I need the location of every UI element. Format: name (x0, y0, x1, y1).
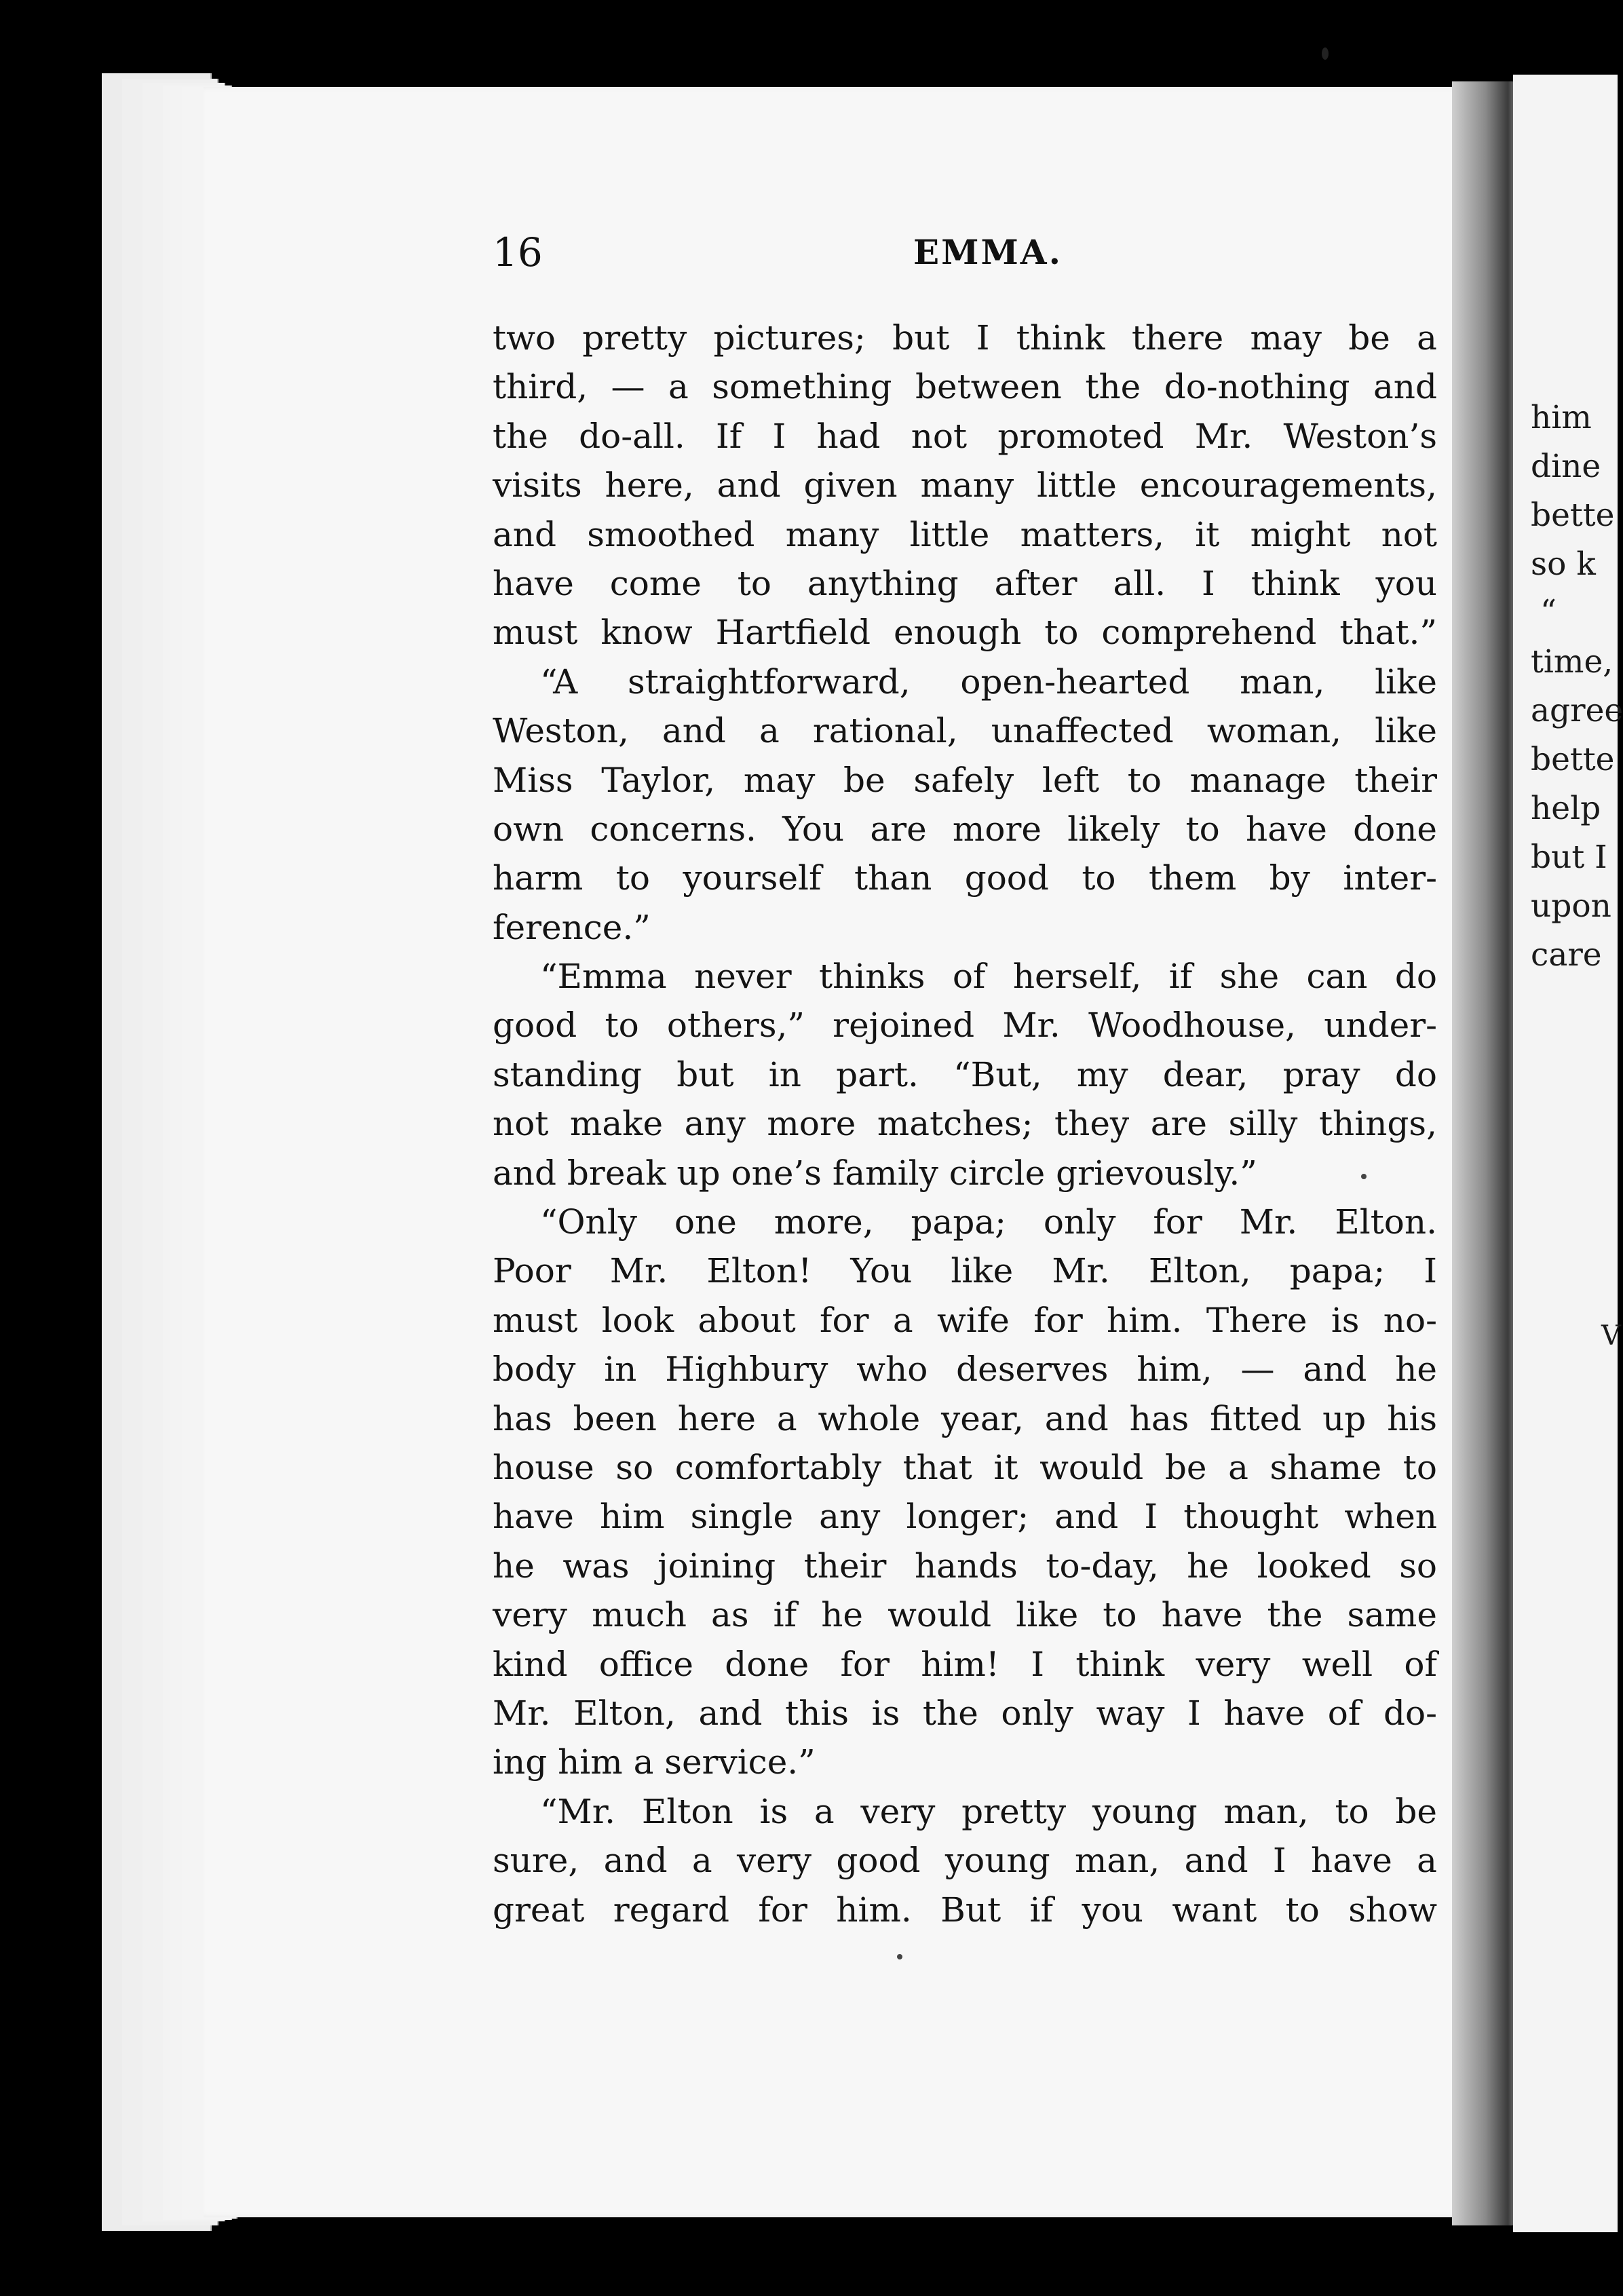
running-title: EMMA. (913, 232, 1063, 272)
text-line: ference.” (493, 907, 651, 947)
text-line: “Only one more, papa; only for Mr. Elton. (540, 1202, 1437, 1242)
text-line: have him single any longer; and I thought when (493, 1497, 1437, 1537)
text-line: he was joining their hands to-day, he looked so (493, 1546, 1437, 1586)
body-text (493, 313, 1437, 1934)
facing-line: him (1531, 399, 1592, 436)
text-line: two pretty pictures; but I think there may be a (493, 318, 1437, 358)
text-line: very much as if he would like to have the same (493, 1595, 1437, 1635)
text-line: good to others,” rejoined Mr. Woodhouse, under- (493, 1006, 1437, 1046)
text-line: body in Highbury who deserves him, — and he (493, 1350, 1437, 1390)
text-line: “Emma never thinks of herself, if she can do (540, 957, 1437, 997)
text-line: sure, and a very good young man, and I have a (493, 1841, 1437, 1881)
facing-line: V (1601, 1320, 1621, 1352)
facing-line: care (1531, 936, 1602, 974)
text-line: kind office done for him! I think very well of (493, 1644, 1437, 1684)
facing-page (1513, 75, 1623, 2232)
facing-line: bette (1531, 741, 1615, 778)
text-line: Miss Taylor, may be safely left to manage their (493, 760, 1437, 800)
text-line: not make any more matches; they are silly things, (493, 1104, 1437, 1144)
facing-line: bette (1531, 497, 1615, 534)
scan-speck (1361, 1174, 1367, 1179)
text-line: and smoothed many little matters, it might not (493, 514, 1437, 554)
text-line: Poor Mr. Elton! You like Mr. Elton, papa; I (493, 1251, 1437, 1291)
text-line: the do-all. If I had not promoted Mr. Weston’s (493, 416, 1437, 456)
facing-line: “ (1540, 593, 1557, 630)
text-line: Mr. Elton, and this is the only way I have of do- (493, 1693, 1437, 1733)
text-line: own concerns. You are more likely to have done (493, 809, 1437, 849)
facing-line: agree (1531, 692, 1623, 729)
text-line: harm to yourself than good to them by inter- (493, 858, 1437, 898)
text-line: have come to anything after all. I think you (493, 563, 1437, 603)
text-line: house so comfortably that it would be a shame to (493, 1447, 1437, 1487)
scan-speck (1322, 47, 1329, 60)
text-line: standing but in part. “But, my dear, pray do (493, 1054, 1437, 1094)
text-line: “A straightforward, open-hearted man, like (540, 662, 1437, 702)
facing-line: dine (1531, 448, 1601, 485)
text-line: Weston, and a rational, unaffected woman, like (493, 711, 1437, 751)
text-line: must know Hartfield enough to comprehend that.” (493, 613, 1437, 653)
text-line: has been here a whole year, and has fitted up his (493, 1398, 1437, 1438)
running-header (493, 229, 1437, 277)
facing-line: upon (1531, 887, 1611, 925)
text-line: third, — a something between the do-nothing and (493, 367, 1437, 407)
text-line: great regard for him. But if you want to show (493, 1890, 1437, 1930)
text-line: “Mr. Elton is a very pretty young man, to be (540, 1791, 1437, 1831)
facing-line: help (1531, 790, 1601, 827)
facing-line: time, (1531, 643, 1614, 681)
scan-speck (897, 1954, 902, 1959)
facing-line: but I (1531, 839, 1607, 876)
text-line: ing him a service.” (493, 1742, 816, 1782)
text-line: must look about for a wife for him. There is no- (493, 1300, 1437, 1340)
facing-line: so k (1531, 546, 1596, 583)
page-number: 16 (493, 229, 543, 275)
text-line: and break up one’s family circle grievously.” (493, 1153, 1257, 1193)
text-line: visits here, and given many little encouragements, (493, 465, 1437, 505)
